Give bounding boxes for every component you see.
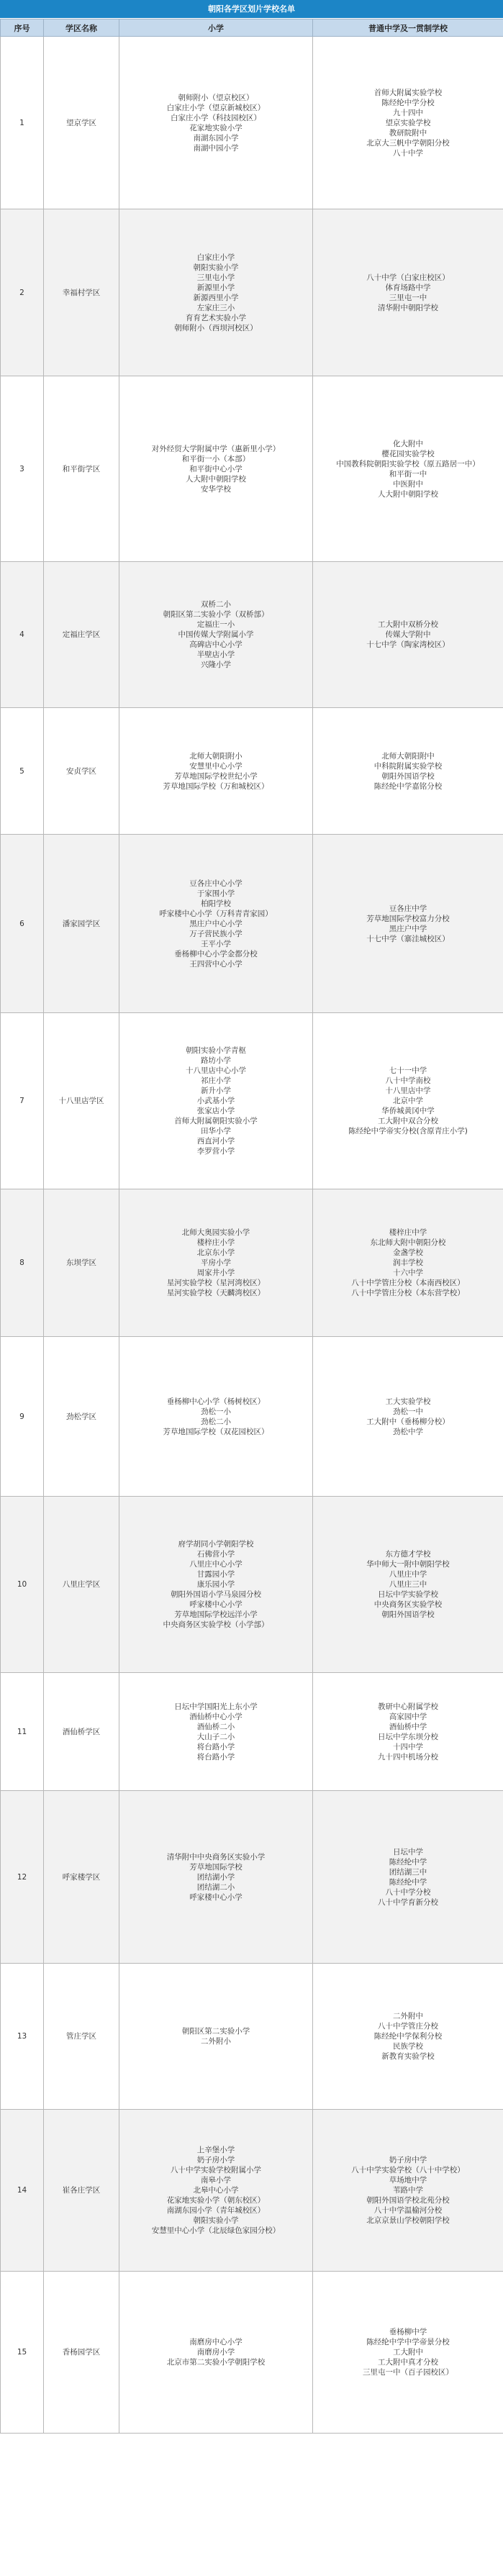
primary-school-name: 南湖中园小学 xyxy=(193,143,239,153)
secondary-school-name: 体育场路中学 xyxy=(385,283,431,292)
secondary-school-name: 工大实验学校 xyxy=(385,1397,431,1406)
primary-school-name: 南皋小学 xyxy=(201,2176,231,2185)
secondary-school-name: 北京大三帆中学朝阳分校 xyxy=(366,138,450,148)
secondary-school-name: 劲松中学 xyxy=(393,1427,423,1436)
secondary-school-name: 九十四中机场分校 xyxy=(378,1752,438,1761)
primary-schools xyxy=(119,209,313,376)
primary-school-name: 十八里店中心小学 xyxy=(186,1066,246,1075)
district-name: 定福庄学区 xyxy=(44,562,119,708)
primary-school-name: 朝阳区第二实验小学（双桥部） xyxy=(163,610,269,619)
primary-school-name: 路坊小学 xyxy=(201,1056,231,1065)
primary-schools xyxy=(119,1964,313,2110)
secondary-school-name: 八十中学育新分校 xyxy=(378,1897,438,1907)
secondary-school-name: 华侨城黄冈中学 xyxy=(381,1107,435,1115)
row-number: 15 xyxy=(1,2272,44,2434)
secondary-school-name: 芳草地国际学校富力分校 xyxy=(366,914,450,923)
table-row xyxy=(1,1189,503,1337)
secondary-school-name: 民族学校 xyxy=(393,2042,423,2051)
primary-school-name: 呼家楼中心小学（万科青青家园） xyxy=(159,909,273,918)
primary-school-name: 和平街一小（本部） xyxy=(181,454,250,463)
secondary-schools xyxy=(313,209,503,376)
primary-school-name: 对外经贸大学附属中学（惠新里小学） xyxy=(151,444,281,453)
primary-school-name: 劲松二小 xyxy=(201,1417,231,1426)
primary-school-name: 劲松一小 xyxy=(201,1407,231,1416)
secondary-school-name: 工大附中双桥分校 xyxy=(378,620,438,629)
secondary-school-name: 二外附中 xyxy=(393,2012,423,2021)
row-number: 9 xyxy=(1,1337,44,1497)
primary-schools xyxy=(119,1337,313,1497)
secondary-school-name: 草场地中学 xyxy=(389,2176,427,2185)
primary-school-name: 北京市第二实验小学朝阳学校 xyxy=(166,2358,266,2367)
secondary-school-name: 垂杨柳中学 xyxy=(389,2328,427,2336)
secondary-school-name: 酒仙桥中学 xyxy=(389,1722,427,1731)
table-row xyxy=(1,835,503,1013)
district-name: 香杨园学区 xyxy=(44,2272,119,2434)
secondary-school-name: 陈经纶中学分校 xyxy=(381,98,435,107)
row-number: 13 xyxy=(1,1964,44,2110)
secondary-school-name: 传媒大学附中 xyxy=(385,630,431,639)
primary-schools xyxy=(119,2110,313,2272)
secondary-school-name: 日坛中学东坝分校 xyxy=(378,1732,438,1741)
secondary-school-name: 教研院附中 xyxy=(389,128,427,137)
secondary-school-name: 豆各庄中学 xyxy=(389,904,427,913)
secondary-schools xyxy=(313,1673,503,1791)
primary-school-name: 南湖东园小学 xyxy=(193,133,239,142)
secondary-school-name: 八十中学管庄分校 xyxy=(378,2022,438,2031)
district-name: 东坝学区 xyxy=(44,1189,119,1337)
secondary-school-name: 八十中学温榆河分校 xyxy=(373,2206,443,2215)
primary-schools xyxy=(119,708,313,835)
secondary-school-name: 黑庄户中学 xyxy=(389,924,427,933)
secondary-school-name: 润丰学校 xyxy=(393,1258,423,1267)
primary-school-name: 大山子二小 xyxy=(196,1732,235,1741)
secondary-school-name: 朝阳外国语学校北苑分校 xyxy=(366,2196,450,2205)
table-row xyxy=(1,1964,503,2110)
row-number: 14 xyxy=(1,2110,44,2272)
row-number: 3 xyxy=(1,376,44,562)
primary-school-name: 安华学校 xyxy=(201,484,231,494)
district-name: 酒仙桥学区 xyxy=(44,1673,119,1791)
table-row xyxy=(1,376,503,562)
primary-school-name: 朝师附小（西坝河校区） xyxy=(174,323,258,332)
primary-schools xyxy=(119,835,313,1013)
secondary-school-name: 化大附中 xyxy=(393,439,423,448)
secondary-school-name: 八十中学管庄分校（本南西校区） xyxy=(351,1279,465,1287)
district-name: 望京学区 xyxy=(44,37,119,209)
secondary-school-name: 工大附中双合分校 xyxy=(378,1117,438,1125)
table-row xyxy=(1,1337,503,1497)
primary-school-name: 将台路小学 xyxy=(196,1742,235,1751)
primary-school-name: 安慧里中心小学 xyxy=(189,761,243,771)
secondary-schools xyxy=(313,1964,503,2110)
primary-school-name: 楼梓庄小学 xyxy=(196,1238,235,1247)
secondary-school-name: 十七中学（陶家湾校区） xyxy=(366,640,450,649)
primary-school-name: 酒仙桥中心小学 xyxy=(189,1712,243,1721)
secondary-school-name: 三里屯一中（百子园校区） xyxy=(363,2368,453,2377)
secondary-school-name: 中国教科院朝阳实验学校（原五路居一中） xyxy=(336,459,480,468)
primary-school-name: 甘露园小学 xyxy=(196,1570,235,1579)
primary-school-name: 芳草地国际学校 xyxy=(189,1862,243,1872)
district-name: 崔各庄学区 xyxy=(44,2110,119,2272)
primary-school-name: 三里屯小学 xyxy=(196,273,235,282)
page-title: 朝阳各学区划片学校名单 xyxy=(0,0,503,19)
secondary-school-name: 工大附中 xyxy=(393,2348,423,2357)
primary-school-name: 垂杨柳中心小学（杨树校区） xyxy=(166,1397,266,1406)
table-row xyxy=(1,1497,503,1673)
primary-school-name: 朝阳实验小学 xyxy=(193,263,239,272)
secondary-school-name: 东方德才学校 xyxy=(385,1550,431,1559)
primary-schools xyxy=(119,562,313,708)
primary-school-name: 于家围小学 xyxy=(196,889,235,898)
primary-school-name: 兴隆小学 xyxy=(201,661,231,669)
secondary-school-name: 八十中学南校 xyxy=(385,1076,431,1085)
primary-school-name: 中国传媒大学附属小学 xyxy=(178,630,254,639)
secondary-school-name: 十四中学 xyxy=(393,1742,423,1751)
primary-school-name: 田华小学 xyxy=(201,1127,231,1135)
primary-school-name: 芳草地国际学校（万和城校区） xyxy=(163,781,269,791)
primary-school-name: 花家地实验小学 xyxy=(189,123,243,132)
primary-school-name: 星河实验学校（星河湾校区） xyxy=(166,1279,266,1287)
primary-school-name: 双桥二小 xyxy=(201,600,231,609)
secondary-school-name: 十七中学（寨洼城校区） xyxy=(366,934,450,943)
primary-school-name: 白家庄小学（望京新城校区） xyxy=(166,103,266,112)
secondary-school-name: 陈经纶中学帝实分校(含原青庄小学) xyxy=(348,1127,468,1135)
primary-school-name: 左家庄三小 xyxy=(196,303,235,312)
secondary-schools xyxy=(313,1189,503,1337)
primary-school-name: 芳草地国际学校远洋小学 xyxy=(174,1610,258,1619)
primary-school-name: 北京东小学 xyxy=(196,1248,235,1257)
table-row xyxy=(1,1791,503,1964)
primary-school-name: 西直河小学 xyxy=(196,1137,235,1146)
secondary-school-name: 清华附中朝阳学校 xyxy=(378,303,438,312)
secondary-school-name: 和平街一中 xyxy=(389,469,427,479)
secondary-school-name: 金盏学校 xyxy=(393,1248,423,1257)
primary-school-name: 奶子房小学 xyxy=(196,2156,235,2164)
primary-school-name: 半壁店小学 xyxy=(196,650,235,659)
secondary-school-name: 八十中学分校 xyxy=(385,1887,431,1897)
secondary-school-name: 陈经纶中学中学帝景分校 xyxy=(366,2338,450,2346)
header-no: 序号 xyxy=(1,19,44,37)
row-number: 10 xyxy=(1,1497,44,1673)
primary-school-name: 育育艺术实验小学 xyxy=(186,313,246,322)
primary-school-name: 芳草地国际学校世纪小学 xyxy=(174,771,258,781)
primary-school-name: 八十中学实验学校附属小学 xyxy=(171,2166,261,2174)
secondary-school-name: 奶子房中学 xyxy=(389,2156,427,2164)
primary-school-name: 首师大附属朝阳实验小学 xyxy=(174,1117,258,1125)
secondary-schools xyxy=(313,708,503,835)
secondary-school-name: 北京中学 xyxy=(393,1097,423,1105)
primary-school-name: 张家店小学 xyxy=(196,1107,235,1115)
primary-school-name: 上辛堡小学 xyxy=(196,2146,235,2154)
primary-school-name: 芳草地国际学校（双花园校区） xyxy=(163,1427,269,1436)
secondary-school-name: 工大附中（垂杨柳分校） xyxy=(366,1417,450,1426)
primary-school-name: 呼家楼中心小学 xyxy=(189,1600,243,1609)
secondary-school-name: 朝阳外国语学校 xyxy=(381,771,435,781)
primary-school-name: 王平小学 xyxy=(201,939,231,948)
secondary-school-name: 楼梓庄中学 xyxy=(389,1228,427,1237)
primary-school-name: 石佛营小学 xyxy=(196,1550,235,1559)
primary-school-name: 中央商务区实验学校（小学部） xyxy=(163,1620,269,1629)
primary-school-name: 和平街中心小学 xyxy=(189,464,243,473)
primary-school-name: 人大附中朝阳学校 xyxy=(186,474,246,484)
district-name: 劲松学区 xyxy=(44,1337,119,1497)
table-row xyxy=(1,37,503,209)
primary-school-name: 白家庄小学 xyxy=(196,253,235,262)
district-name: 和平街学区 xyxy=(44,376,119,562)
secondary-school-name: 高家园中学 xyxy=(389,1712,427,1721)
secondary-school-name: 中科院附属实验学校 xyxy=(373,761,443,771)
primary-schools xyxy=(119,2272,313,2434)
primary-school-name: 南磨房小学 xyxy=(196,2348,235,2357)
district-table xyxy=(0,19,503,2434)
primary-school-name: 安慧里中心小学（北辰绿色家园分校） xyxy=(151,2226,281,2235)
primary-school-name: 朝阳外国语小学马泉园分校 xyxy=(171,1590,261,1599)
primary-school-name: 星河实验学校（天麟湾校区） xyxy=(166,1289,266,1297)
table-header-row xyxy=(1,19,503,37)
secondary-schools xyxy=(313,2272,503,2434)
secondary-school-name: 人大附中朝阳学校 xyxy=(378,489,438,499)
secondary-school-name: 新教育实验学校 xyxy=(381,2052,435,2061)
district-name: 幸福村学区 xyxy=(44,209,119,376)
table-row xyxy=(1,2110,503,2272)
district-name: 十八里店学区 xyxy=(44,1013,119,1189)
row-number: 2 xyxy=(1,209,44,376)
primary-school-name: 王四营中心小学 xyxy=(189,959,243,969)
primary-school-name: 定福庄一小 xyxy=(196,620,235,629)
district-name: 八里庄学区 xyxy=(44,1497,119,1673)
primary-schools xyxy=(119,1013,313,1189)
primary-school-name: 康乐园小学 xyxy=(196,1580,235,1589)
secondary-school-name: 十六中学 xyxy=(393,1269,423,1277)
primary-school-name: 周家井小学 xyxy=(196,1269,235,1277)
secondary-school-name: 华中师大一附中朝阳学校 xyxy=(366,1560,450,1569)
secondary-school-name: 中医附中 xyxy=(393,479,423,489)
district-name: 潘家园学区 xyxy=(44,835,119,1013)
primary-schools xyxy=(119,376,313,562)
primary-schools xyxy=(119,1791,313,1964)
primary-school-name: 朝师附小（望京校区） xyxy=(178,93,254,102)
secondary-schools xyxy=(313,1013,503,1189)
primary-schools xyxy=(119,1497,313,1673)
secondary-school-name: 北师大朝阳附中 xyxy=(381,751,435,761)
secondary-school-name: 劲松一中 xyxy=(393,1407,423,1416)
row-number: 8 xyxy=(1,1189,44,1337)
secondary-schools xyxy=(313,1497,503,1673)
primary-school-name: 酒仙桥二小 xyxy=(196,1722,235,1731)
secondary-school-name: 八里庄三中 xyxy=(389,1580,427,1589)
secondary-school-name: 日坛中学实验学校 xyxy=(378,1590,438,1599)
table-row xyxy=(1,1013,503,1189)
row-number: 4 xyxy=(1,562,44,708)
secondary-school-name: 望京实验学校 xyxy=(385,118,431,127)
primary-school-name: 将台路小学 xyxy=(196,1752,235,1761)
secondary-schools xyxy=(313,376,503,562)
primary-school-name: 团结湖小学 xyxy=(196,1872,235,1882)
table-row xyxy=(1,209,503,376)
primary-school-name: 白家庄小学（科技园校区） xyxy=(171,113,261,122)
primary-school-name: 北皋中心小学 xyxy=(193,2186,239,2195)
secondary-school-name: 九十四中 xyxy=(393,108,423,117)
primary-school-name: 新源西里小学 xyxy=(193,293,239,302)
secondary-school-name: 三里屯一中 xyxy=(389,293,427,302)
secondary-school-name: 八十中学 xyxy=(393,148,423,158)
row-number: 1 xyxy=(1,37,44,209)
table-row xyxy=(1,2272,503,2434)
secondary-school-name: 中央商务区实验学校 xyxy=(373,1600,443,1609)
primary-school-name: 八里庄中心小学 xyxy=(189,1560,243,1569)
secondary-school-name: 八十中学（白家庄校区） xyxy=(366,273,450,282)
header-district: 学区名称 xyxy=(44,19,119,37)
secondary-school-name: 八十中学实验学校（八十中学校） xyxy=(351,2166,465,2174)
primary-school-name: 花家地实验小学（朝东校区） xyxy=(166,2196,266,2205)
secondary-school-name: 东北师大附中朝阳分校 xyxy=(370,1238,446,1247)
secondary-school-name: 团结湖三中 xyxy=(389,1867,427,1877)
primary-school-name: 府学胡同小学朝阳学校 xyxy=(178,1540,254,1548)
secondary-school-name: 八里庄中学 xyxy=(389,1570,427,1579)
secondary-schools xyxy=(313,1337,503,1497)
secondary-school-name: 日坛中学 xyxy=(393,1847,423,1856)
primary-school-name: 豆各庄中心小学 xyxy=(189,879,243,888)
secondary-school-name: 工大附中真才分校 xyxy=(378,2358,438,2367)
row-number: 11 xyxy=(1,1673,44,1791)
row-number: 7 xyxy=(1,1013,44,1189)
secondary-school-name: 北京京景山学校朝阳学校 xyxy=(366,2216,450,2225)
primary-school-name: 万子营民族小学 xyxy=(189,929,243,938)
secondary-schools xyxy=(313,1791,503,1964)
primary-school-name: 朝阳区第二实验小学 xyxy=(181,2027,250,2036)
secondary-schools xyxy=(313,835,503,1013)
secondary-school-name: 七十一中学 xyxy=(389,1066,427,1075)
primary-school-name: 朝阳实验小学青枢 xyxy=(186,1046,246,1055)
secondary-school-name: 陈经纶中学 xyxy=(389,1857,427,1867)
primary-school-name: 平房小学 xyxy=(201,1258,231,1267)
table-row xyxy=(1,1673,503,1791)
primary-school-name: 朝阳实验小学 xyxy=(193,2216,239,2225)
primary-school-name: 北师大奥园实验小学 xyxy=(181,1228,250,1237)
primary-school-name: 二外附小 xyxy=(201,2037,231,2046)
primary-school-name: 李罗营小学 xyxy=(196,1147,235,1156)
secondary-school-name: 陈经纶中学嘉铭分校 xyxy=(373,781,443,791)
row-number: 5 xyxy=(1,708,44,835)
primary-school-name: 新源里小学 xyxy=(196,283,235,292)
secondary-school-name: 朝阳外国语学校 xyxy=(381,1610,435,1619)
secondary-school-name: 十八里店中学 xyxy=(385,1087,431,1095)
secondary-school-name: 八十中学管庄分校（本东营学校） xyxy=(351,1289,465,1297)
primary-school-name: 南磨房中心小学 xyxy=(189,2338,243,2346)
primary-school-name: 高碑店中心小学 xyxy=(189,640,243,649)
primary-school-name: 柏阳学校 xyxy=(201,899,231,908)
primary-school-name: 垂杨柳中心小学金都分校 xyxy=(174,949,258,958)
primary-school-name: 小武基小学 xyxy=(196,1097,235,1105)
primary-school-name: 日坛中学国阳光上东小学 xyxy=(174,1702,258,1711)
secondary-school-name: 教研中心附属学校 xyxy=(378,1702,438,1711)
primary-school-name: 新升小学 xyxy=(201,1087,231,1095)
primary-school-name: 祁庄小学 xyxy=(201,1076,231,1085)
row-number: 6 xyxy=(1,835,44,1013)
row-number: 12 xyxy=(1,1791,44,1964)
primary-school-name: 团结湖二小 xyxy=(196,1882,235,1892)
primary-school-name: 呼家楼中心小学 xyxy=(189,1892,243,1902)
secondary-school-name: 首师大附属实验学校 xyxy=(373,88,443,97)
primary-schools xyxy=(119,37,313,209)
district-name: 管庄学区 xyxy=(44,1964,119,2110)
table-row xyxy=(1,562,503,708)
primary-schools xyxy=(119,1189,313,1337)
table-row xyxy=(1,708,503,835)
secondary-schools xyxy=(313,37,503,209)
secondary-school-name: 苇路中学 xyxy=(393,2186,423,2195)
primary-school-name: 黑庄户中心小学 xyxy=(189,919,243,928)
secondary-school-name: 陈经纶中学保利分校 xyxy=(373,2032,443,2041)
primary-school-name: 清华附中中央商务区实验小学 xyxy=(166,1852,266,1861)
secondary-school-name: 陈经纶中学 xyxy=(389,1877,427,1887)
district-name: 安贞学区 xyxy=(44,708,119,835)
header-primary: 小学 xyxy=(119,19,313,37)
header-secondary: 普通中学及一贯制学校 xyxy=(313,19,503,37)
district-name: 呼家楼学区 xyxy=(44,1791,119,1964)
primary-schools xyxy=(119,1673,313,1791)
secondary-school-name: 樱花园实验学校 xyxy=(381,449,435,458)
secondary-schools xyxy=(313,2110,503,2272)
primary-school-name: 北师大朝阳附小 xyxy=(189,751,243,761)
secondary-schools xyxy=(313,562,503,708)
primary-school-name: 南湖东园小学（青年城校区） xyxy=(166,2206,266,2215)
